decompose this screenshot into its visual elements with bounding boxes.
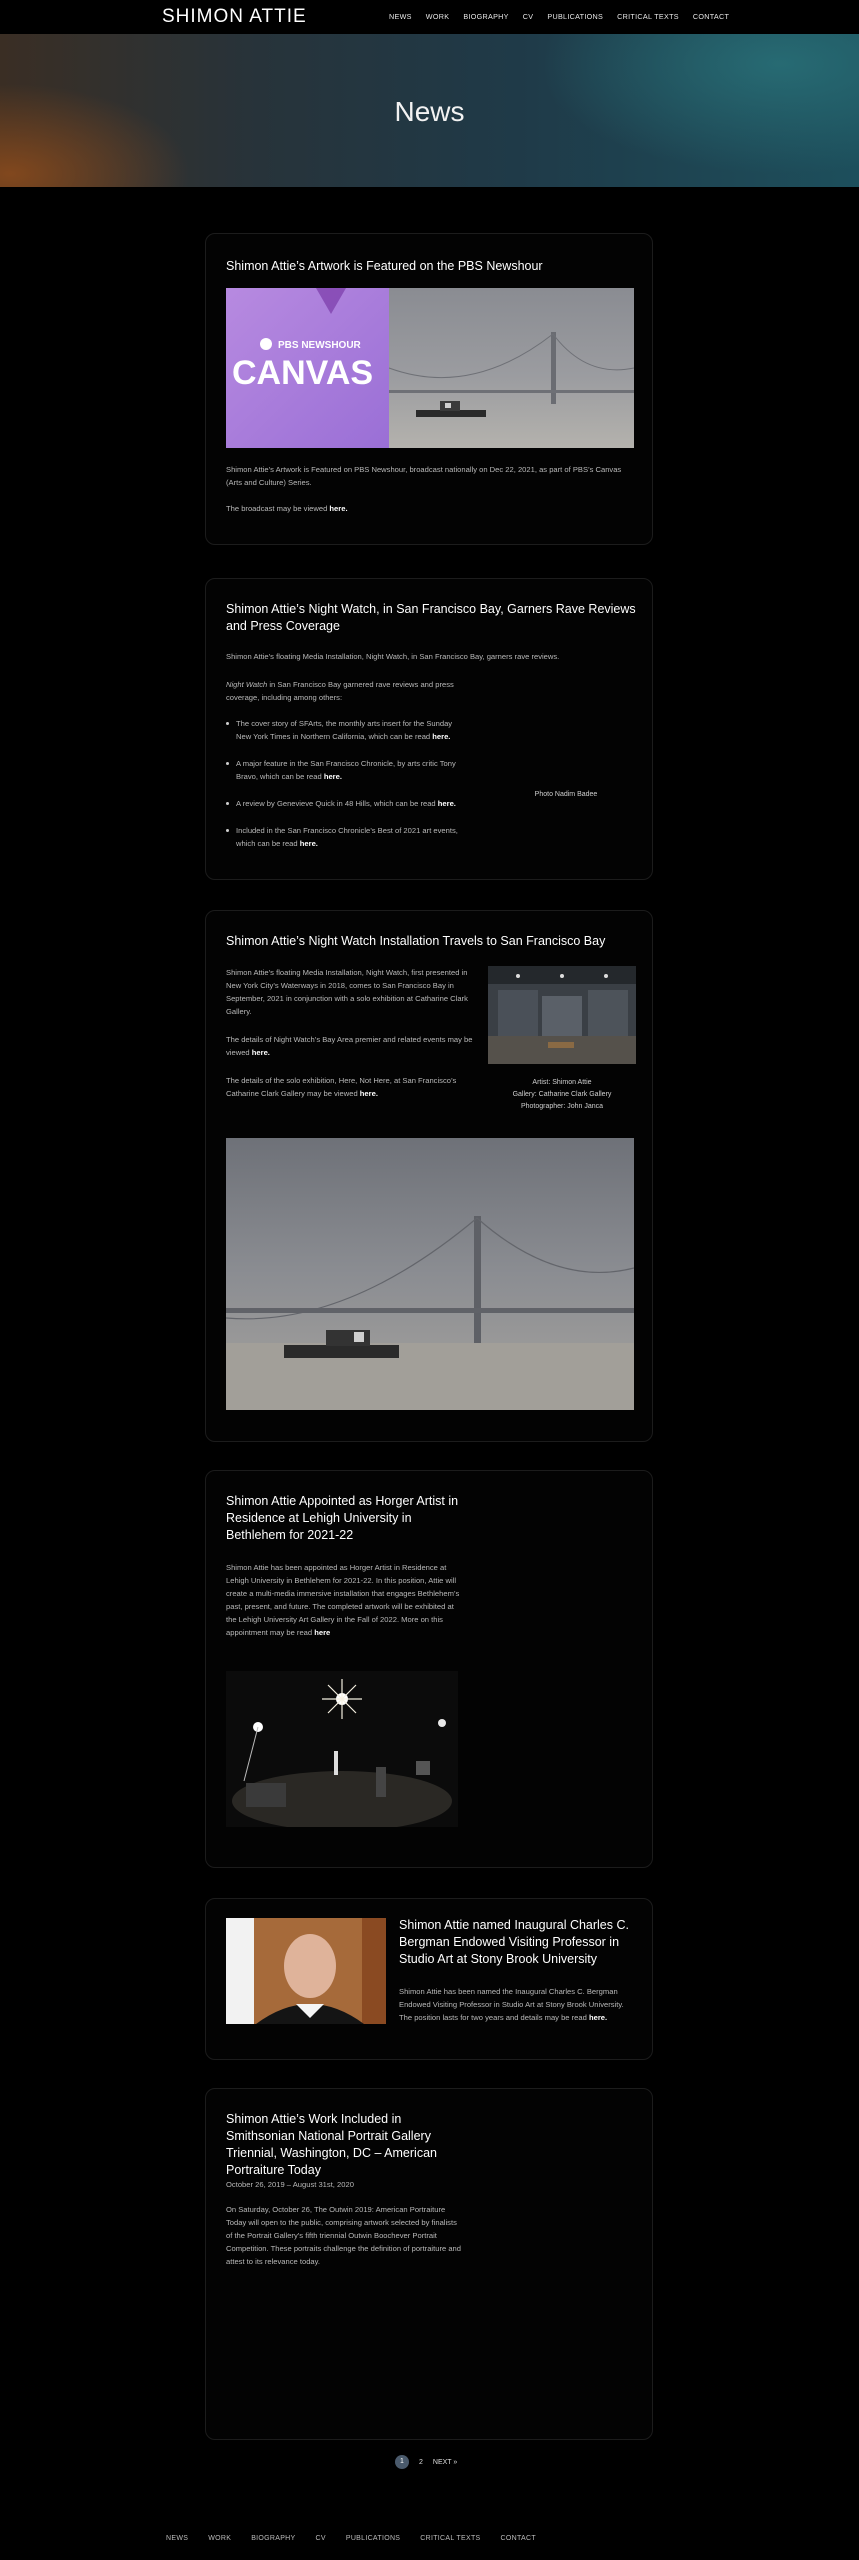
night-watch-bay-image[interactable] bbox=[226, 1138, 634, 1410]
list-item: Included in the San Francisco Chronicle’s Best of 2021 art events, which can be read here. bbox=[226, 824, 466, 850]
here-link[interactable]: here. bbox=[359, 1089, 378, 1098]
portrait-image[interactable] bbox=[226, 1918, 386, 2024]
post-body-link-line: Shimon Attie has been appointed as Horger Artist in Residence at Lehigh University in Bethlehem for 2021-22. In this position, Attie will create a multi-media immersive installation that engages Bethlehem’s past, present, and future. The completed artwork will be exhibited at the Lehigh University Art Gallery in the Fall of 2022. More on this appointment may be read here bbox=[226, 1563, 460, 1637]
here-link[interactable]: here. bbox=[323, 772, 342, 781]
post-dates: October 26, 2019 – August 31st, 2020 bbox=[226, 2180, 354, 2189]
post-title[interactable]: Shimon Attie’s Night Watch, in San Francisco Bay, Garners Rave Reviews and Press Coverage bbox=[226, 602, 636, 633]
post-intro-2: Night Watch in San Francisco Bay garnered rave reviews and press coverage, including among others: bbox=[226, 680, 454, 702]
night-scene-graphic bbox=[226, 1671, 458, 1827]
post-body: On Saturday, October 26, The Outwin 2019: American Portraiture Today will open to the public, comprising artwork selected by finalists of the Portrait Gallery’s fifth triennial Outwin Boochever Portrait Competition. These portraits challenge the definition of portraiture and attest to its relevance today. bbox=[226, 2205, 461, 2266]
bay-graphic bbox=[226, 1138, 634, 1410]
post-body-link-line: The broadcast may be viewed here. bbox=[226, 504, 348, 513]
gallery-image[interactable] bbox=[488, 966, 636, 1064]
top-bar bbox=[0, 0, 859, 34]
post-title[interactable]: Shimon Attie Appointed as Horger Artist in Residence at Lehigh University in Bethlehem for 2021-22 bbox=[226, 1494, 459, 1542]
post-title[interactable]: Shimon Attie named Inaugural Charles C. Bergman Endowed Visiting Professor in Studio Art at Stony Brook University bbox=[399, 1918, 629, 1966]
nav-work[interactable]: WORK bbox=[425, 12, 450, 21]
portrait-graphic bbox=[226, 1918, 386, 2024]
top-navigation bbox=[389, 12, 729, 21]
post-body: Shimon Attie’s Artwork is Featured on PBS Newshour, broadcast nationally on Dec 22, 2021, as part of PBS’s Canvas (Arts and Culture) Series. bbox=[226, 465, 622, 487]
post-body-link-line: The details of Night Watch’s Bay Area premier and related events may be viewed here. bbox=[226, 1035, 473, 1057]
pbs-canvas-image[interactable] bbox=[226, 288, 634, 448]
page-title: News bbox=[394, 96, 465, 127]
post-intro: Shimon Attie’s floating Media Installation, Night Watch, in San Francisco Bay, garners rave reviews. bbox=[226, 652, 560, 661]
nav-critical-texts[interactable]: CRITICAL TEXTS bbox=[617, 12, 679, 21]
news-card-pbs bbox=[205, 233, 653, 545]
post-body-link-line: The details of the solo exhibition, Here, Not Here, at San Francisco’s Catharine Clark Gallery may be viewed here. bbox=[226, 1076, 457, 1098]
post-body-link-line: Shimon Attie has been named the Inaugural Charles C. Bergman Endowed Visiting Professor in Studio Art at Stony Brook University. The position lasts for two years and details may be read here. bbox=[399, 1987, 624, 2022]
news-card-stony-brook bbox=[205, 1898, 653, 2060]
here-link[interactable]: here. bbox=[251, 1048, 270, 1057]
post-title[interactable]: Shimon Attie’s Artwork is Featured on the PBS Newshour bbox=[226, 259, 543, 273]
list-item: A review by Genevieve Quick in 48 Hills, which can be read here. bbox=[226, 797, 466, 810]
page-current[interactable]: 1 bbox=[395, 2455, 409, 2469]
nav-publications[interactable]: PUBLICATIONS bbox=[547, 12, 604, 21]
hero-banner bbox=[0, 34, 859, 187]
gallery-caption: Artist: Shimon Attie Gallery: Catharine Clark Gallery Photographer: John Janca bbox=[512, 1079, 612, 1110]
nav-contact[interactable]: CONTACT bbox=[692, 12, 730, 21]
footer-nav-work[interactable]: WORK bbox=[208, 2535, 232, 2542]
post-title[interactable]: Shimon Attie’s Work Included in Smithsonian National Portrait Gallery Triennial, Washington, DC – American Portraiture Today bbox=[226, 2112, 437, 2177]
nav-biography[interactable]: BIOGRAPHY bbox=[463, 12, 509, 21]
news-card-horger-artist bbox=[205, 1470, 653, 1868]
here-link[interactable]: here. bbox=[299, 839, 318, 848]
reviews-list bbox=[226, 717, 466, 864]
pbs-brand-text: PBS NEWSHOUR bbox=[278, 340, 361, 351]
footer-nav-biography[interactable]: BIOGRAPHY bbox=[251, 2535, 296, 2542]
photo-credit: Photo Nadim Badee bbox=[534, 791, 598, 798]
here-link[interactable]: here. bbox=[588, 2013, 608, 2022]
post-body: Shimon Attie’s floating Media Installation, Night Watch, first presented in New York City’s Waterways in 2018, comes to San Francisco Bay in September, 2021 in conjunction with a solo exhibition at Catharine Clark Gallery. bbox=[226, 968, 468, 1016]
footer-nav-cv[interactable]: CV bbox=[315, 2535, 326, 2542]
footer-nav-publications[interactable]: PUBLICATIONS bbox=[345, 2535, 401, 2542]
here-link[interactable]: here. bbox=[432, 732, 451, 741]
footer-nav-news[interactable]: NEWS bbox=[166, 2535, 189, 2542]
news-card-night-watch-travels bbox=[205, 910, 653, 1442]
news-card-night-watch-reviews bbox=[205, 578, 653, 880]
footer-navigation bbox=[166, 2535, 536, 2542]
here-link[interactable]: here bbox=[314, 1628, 331, 1637]
pbs-canvas-graphic bbox=[226, 288, 634, 448]
nav-cv[interactable]: CV bbox=[522, 12, 534, 21]
news-card-smithsonian bbox=[205, 2088, 653, 2440]
pagination bbox=[395, 2455, 457, 2469]
nav-news[interactable]: NEWS bbox=[389, 12, 412, 21]
footer-nav-contact[interactable]: CONTACT bbox=[500, 2535, 536, 2542]
lehigh-night-image[interactable] bbox=[226, 1671, 458, 1827]
list-item: The cover story of SFArts, the monthly arts insert for the Sunday New York Times in Northern California, which can be read here. bbox=[226, 717, 466, 743]
next-page-link[interactable]: NEXT » bbox=[432, 2458, 458, 2466]
post-title[interactable]: Shimon Attie’s Night Watch Installation Travels to San Francisco Bay bbox=[226, 934, 606, 948]
site-logo[interactable]: SHIMON ATTIE bbox=[162, 6, 307, 27]
footer-nav-critical-texts[interactable]: CRITICAL TEXTS bbox=[420, 2535, 481, 2542]
canvas-word: CANVAS bbox=[232, 354, 374, 392]
here-link[interactable]: here. bbox=[329, 504, 348, 513]
gallery-graphic bbox=[488, 966, 636, 1064]
list-item: A major feature in the San Francisco Chronicle, by arts critic Tony Bravo, which can be read here. bbox=[226, 757, 466, 783]
here-link[interactable]: here. bbox=[437, 799, 456, 808]
page-2-link[interactable]: 2 bbox=[419, 2458, 423, 2466]
